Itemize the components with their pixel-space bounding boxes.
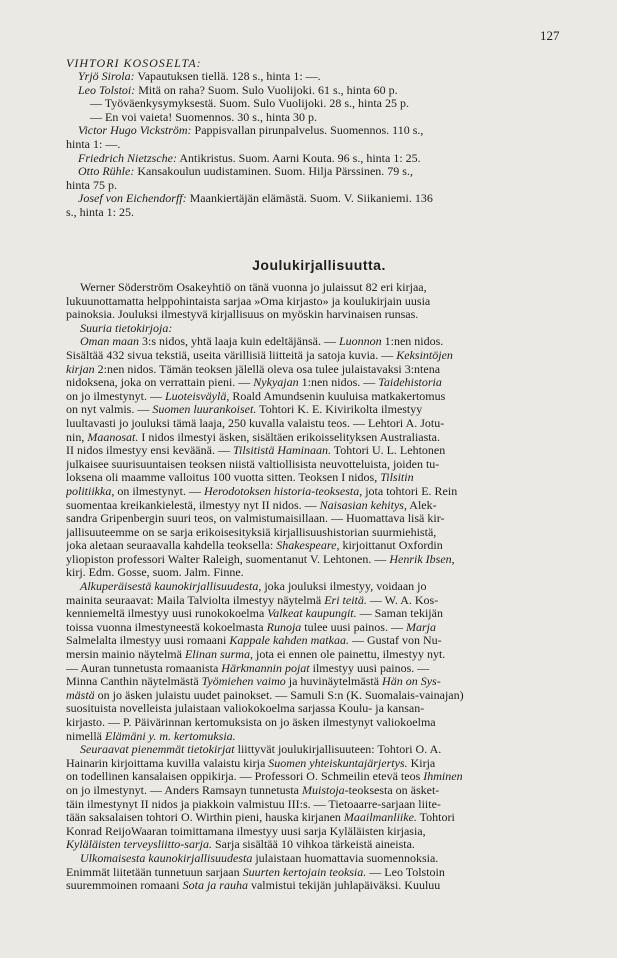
article-line: jallisuuteemme on se sarja erikoisesityksiä kirjallisuushistorian suurmiehistä, — [66, 525, 437, 539]
article-line: on jo ilmestynyt. — Luoteisväylä, Roald Amundsenin kuuluisa matkakertomus — [66, 389, 446, 403]
book-entry-line: hinta 1: —. — [66, 137, 121, 151]
article-line: painoksia. Jouluksi ilmestyvä kirjallisuus on myöskin harvinaisen runsas. — [66, 308, 419, 322]
article-line: nimellä Elämäni y. m. kertomuksia. — [66, 729, 236, 743]
article-line: julkaisee suurisuuntaisen teoksen niistä valtiollisista neuvotteluista, joiden tu- — [66, 457, 440, 471]
book-entry-line: Josef von Eichendorff: Maankiertäjän elämästä. Suom. V. Siikaniemi. 136 — [78, 192, 433, 206]
section-title: VIHTORI KOSOSELTA: — [66, 56, 202, 70]
article-line: Werner Söderström Osakeyhtiö on tänä vuonna jo julaissut 82 eri kirjaa, — [80, 281, 427, 294]
article-line: toissa vuonna ilmestyneestä kokoelmasta Runoja tulee uusi painos. — Marja — [66, 620, 436, 634]
article-line: Hainarin kirjoittama kuvilla valaistu kirja Suomen yhteiskuntajärjertys. Kirja — [66, 756, 436, 770]
article-line: tään saksalaisen tohtori O. Wirthin pieni, hauska kirjanen Maailmanliike. Tohtori — [66, 811, 455, 825]
book-entry-line: Yrjö Sirola: Vapautuksen tiellä. 128 s., hinta 1: —. — [78, 70, 321, 83]
article-line: on todellinen kansalaisen oppikirja. — Professori O. Schmeilin etevä teos Ihminen — [66, 770, 463, 784]
article-line: on jo ilmestynyt. — Anders Ramsayn tunnetusta Muistoja-teoksesta on äsket- — [66, 783, 440, 797]
book-entry-line: s., hinta 1: 25. — [66, 205, 134, 219]
article-line: on nyt valmis. — Suomen luurankoiset. Tohtori K. E. Kivirikolta ilmestyy — [66, 403, 423, 417]
article-line: kenniemeltä ilmestyy uusi runokokoelma Valkeat kaupungit. — Saman tekijän — [66, 607, 443, 621]
book-entries — [66, 70, 572, 220]
article-line: kirjan 2:nen nidos. Tämän teoksen jälellä oleva osa tulee julaistavaksi 3:ntena — [66, 362, 441, 376]
article-body — [66, 281, 572, 893]
article-line: Minna Canthin näytelmästä Työmiehen vaimo ja huvinäytelmästä Hän on Sys- — [66, 675, 441, 689]
article-line: täin ilmestynyt II nidos ja piakkoin valmistuu III:s. — Tietoaarre-sarjaan liite- — [66, 797, 441, 811]
article-line: Enimmät liitetään tunnetuun sarjaan Suurten kertojain teoksia. — Leo Tolstoin — [66, 865, 445, 879]
article-line: mästä on jo äsken julaistu uudet painokset. — Samuli S:n (K. Suomalais-vainajan) — [66, 688, 464, 702]
article — [66, 245, 572, 893]
article-line: kirj. Edm. Gosse, suom. Jalm. Finne. — [66, 566, 244, 580]
article-line: suomentaa kreikankielestä, ilmestyy nyt II nidos. — Naisasian kehitys, Alek- — [66, 498, 437, 512]
book-entry-line: Otto Rühle: Kansakoulun uudistaminen. Suom. Hilja Pärssinen. 79 s., — [78, 165, 413, 179]
book-entry-line: Friedrich Nietzsche: Antikristus. Suom. Aarni Kouta. 96 s., hinta 1: 25. — [78, 151, 421, 165]
article-line: nidoksena, joka on verrattain pieni. — Nykyajan 1:nen nidos. — Taidehistoria — [66, 376, 442, 390]
article-line: II nidos ilmestyy ensi keväänä. — Tilsitistä Haminaan. Tohtori U. L. Lehtonen — [66, 444, 446, 458]
article-line: suosituista novelleista julaistaan valiokokoelma sarjassa Koulu- ja kansan- — [66, 702, 425, 716]
book-entry-line: Victor Hugo Vickström: Pappisvallan pirunpalvelus. Suomennos. 110 s., — [78, 124, 424, 138]
article-line: Alkuperäisestä kaunokirjallisuudesta, joka jouluksi ilmestyy, voidaan jo — [80, 580, 427, 594]
article-line: sandra Gripenbergin suuri teos, on valmistumaisillaan. — Huomattava lisä kir- — [66, 512, 445, 526]
article-line: suuremmoinen romaani Sota ja rauha valmistui tekijän juhlapäiväksi. Kuuluu — [66, 879, 441, 893]
article-line: yliopiston professori Walter Raleigh, suomentanut V. Lehtonen. — Henrik Ibsen, — [66, 552, 455, 566]
article-line: Konrad ReijoWaaran toimittamana ilmestyy uusi sarja Kyläläisten kirjasia, — [66, 824, 426, 838]
article-line: mersin mainio näytelmä Elinan surma, jota ei ennen ole painettu, ilmestyy nyt. — [66, 648, 446, 662]
book-entry-line: hinta 75 p. — [66, 178, 117, 192]
article-line: Salmelalta ilmestyy uusi romaani Kappale kahden matkaa. — Gustaf von Nu- — [66, 634, 442, 648]
article-line: joka aletaan seuraavalla kahdella teoksella: Shakespeare, kirjoittanut Oxfordin — [66, 539, 443, 553]
book-entry-line: — En voi vaieta! Suomennos. 30 s., hinta 30 p. — [90, 110, 317, 124]
article-line: Suuria tietokirjoja: — [80, 321, 173, 335]
article-line: loksena oli maamme valloitus 100 vuotta sitten. Teoksen I nidos, Tilsitin — [66, 471, 414, 485]
article-line: kirjasto. — P. Päivärinnan kertomuksista on jo äsken ilmestynyt valiokoelma — [66, 716, 436, 729]
book-entry-line: Leo Tolstoi: Mitä on raha? Suom. Sulo Vuolijoki. 61 s., hinta 60 p. — [78, 83, 398, 97]
book-entry-line: — Työväenkysymyksestä. Suom. Sulo Vuolijoki. 28 s., hinta 25 p. — [90, 97, 410, 111]
article-line: Kyläläisten terveysliitto-sarja. Sarja sisältää 10 vihkoa tärkeistä aineista. — [66, 838, 415, 852]
article-line: politiikka, on ilmestynyt. — Herodotoksen historia-teoksesta, jota tohtori E. Rein — [66, 484, 458, 498]
article-line: mainita seuraavat: Maila Talviolta ilmestyy näytelmä Eri teitä. — W. A. Kos- — [66, 593, 439, 607]
article-line: lukuunottamatta helppohintaista sarjaa »Oma kirjasto» ja koulukirjain uusia — [66, 294, 431, 308]
article-heading: Joulukirjallisuutta. — [252, 257, 386, 273]
article-line: Ulkomaisesta kaunokirjallisuudesta julaistaan huomattavia suomennoksia. — [80, 851, 439, 865]
article-line: luultavasti jo jouluksi tämä laaja, 250 kuvalla valaistu teos. — Lehtori A. Jotu- — [66, 416, 445, 430]
page-number: 127 — [540, 28, 560, 43]
article-line: nin, Maanosat. I nidos ilmestyi äsken, sisältäen erikoisselityksen Australiasta. — [66, 430, 440, 444]
article-line: Sisältää 432 sivua tekstiä, useita värillisiä liitteitä ja satoja kuvia. — Keksintöjen — [66, 348, 453, 362]
article-line: Seuraavat pienemmät tietokirjat liittyvät joulukirjallisuuteen: Tohtori O. A. — [80, 743, 442, 757]
article-line: — Auran tunnetusta romaanista Härkmannin pojat ilmestyy uusi painos. — — [66, 661, 430, 675]
article-line: Oman maan 3:s nidos, yhtä laaja kuin edeltäjänsä. — Luonnon 1:nen nidos. — [80, 335, 444, 349]
publisher-list — [66, 48, 572, 220]
